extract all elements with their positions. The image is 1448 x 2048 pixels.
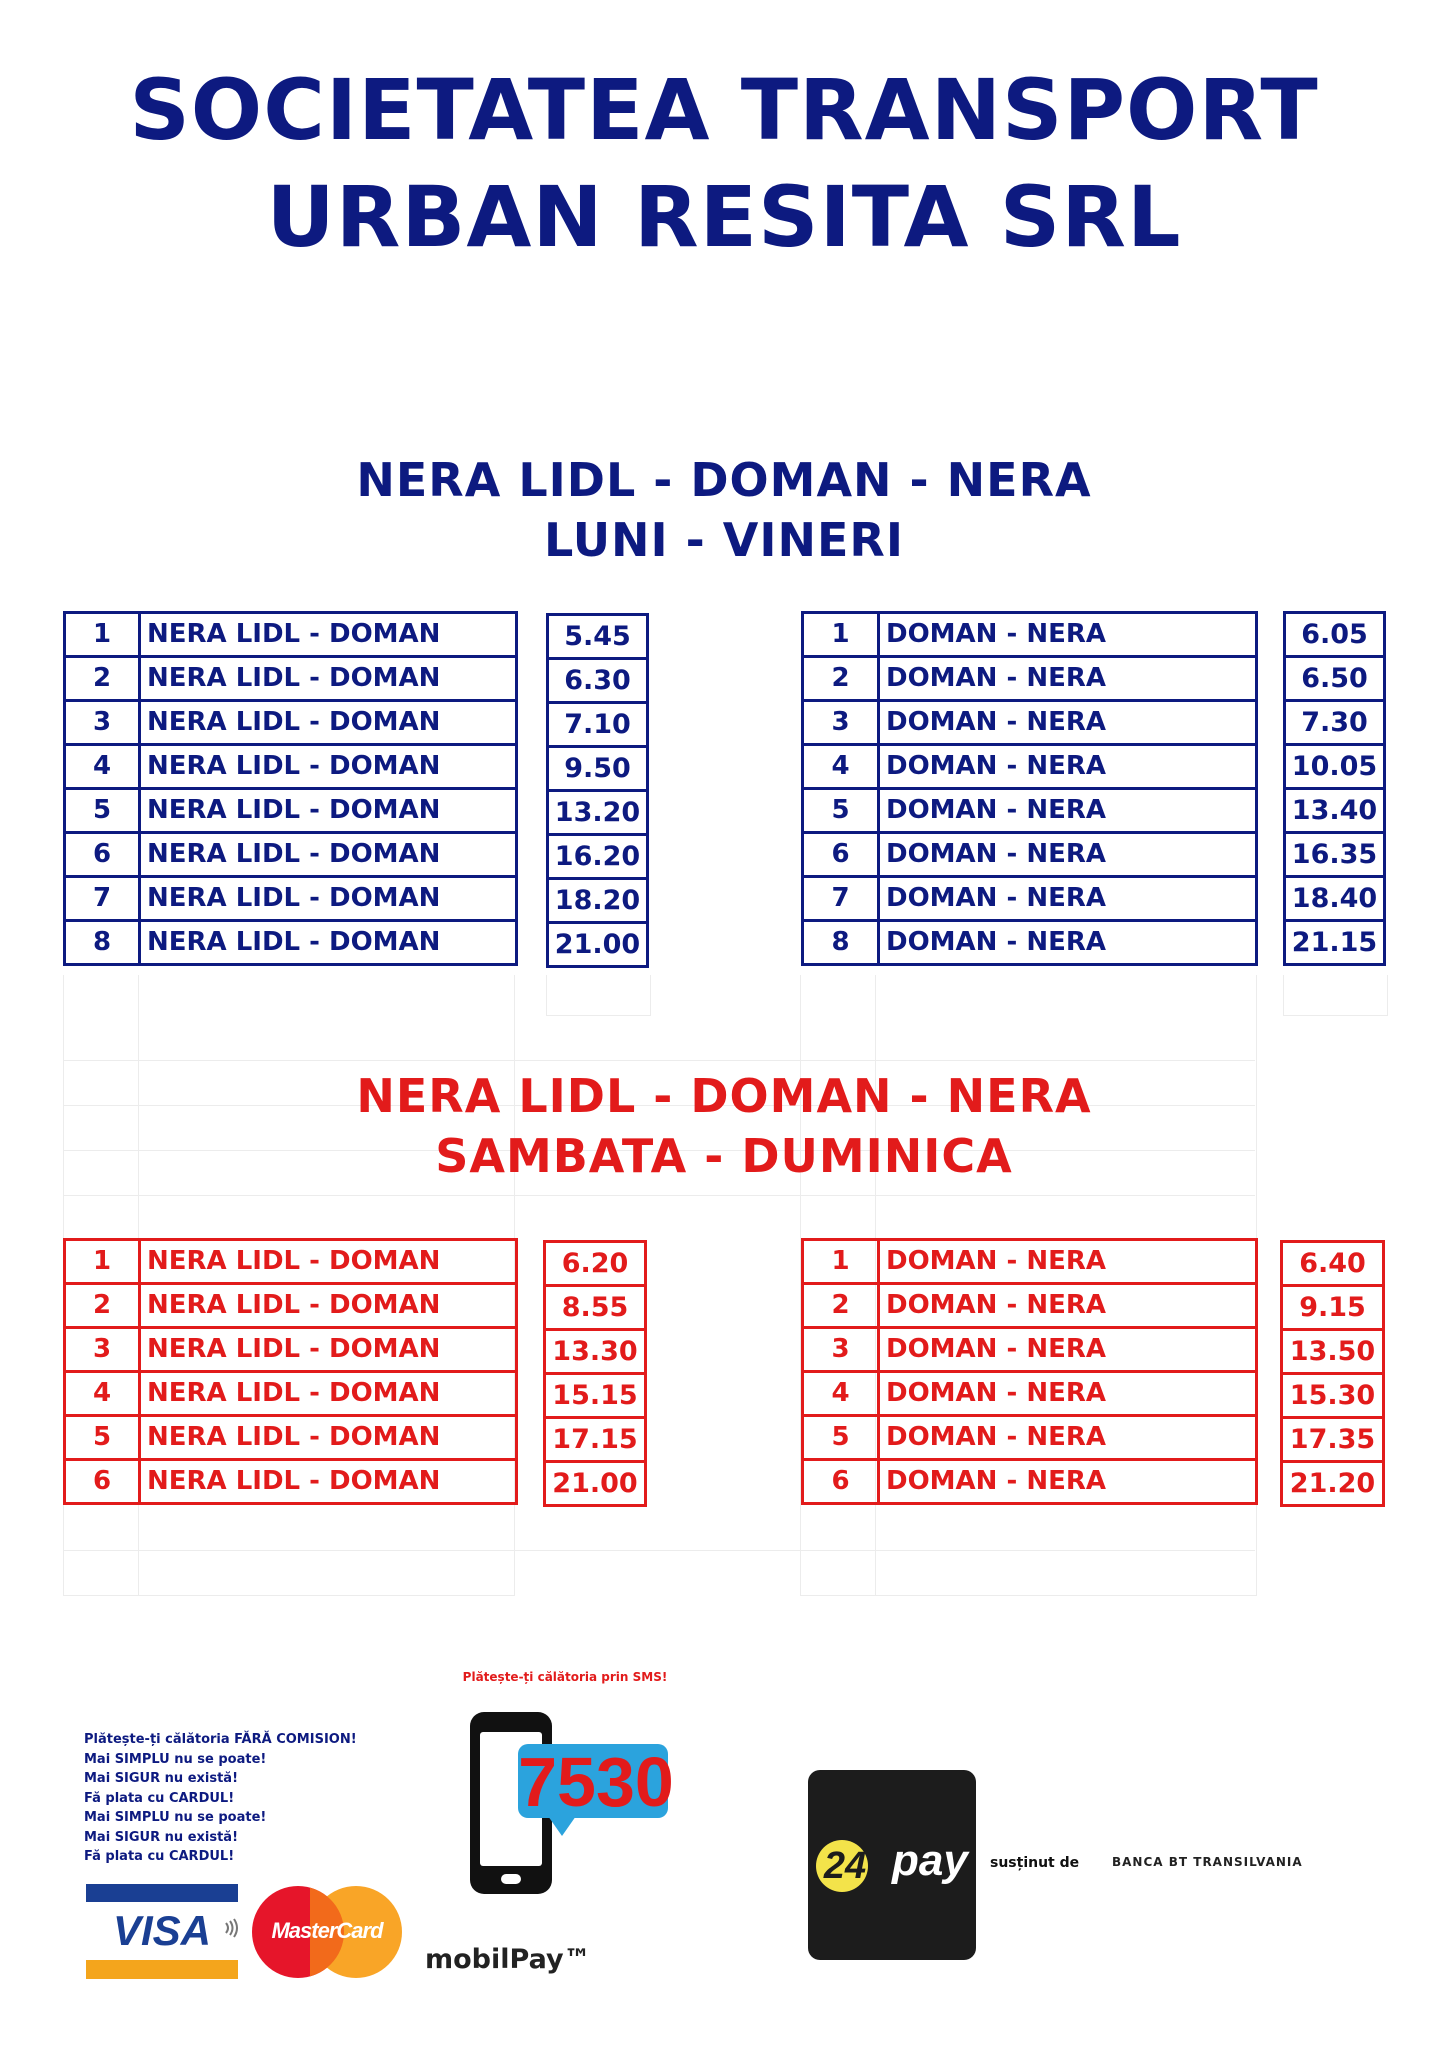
trip-number: 6	[803, 1460, 879, 1504]
promo-line: Mai SIGUR nu există!	[84, 1829, 239, 1845]
route-label: NERA LIDL - DOMAN	[140, 1284, 517, 1328]
visa-wordmark: VISA	[112, 1907, 212, 1954]
trip-number: 3	[803, 701, 879, 745]
departure-time: 18.40	[1285, 877, 1385, 921]
route-label: NERA LIDL - DOMAN	[140, 1240, 517, 1284]
promo-line: Mai SIGUR nu există!	[84, 1771, 239, 1786]
departure-time: 17.35	[1282, 1418, 1384, 1462]
supported-by-label: susținut de	[990, 1855, 1080, 1871]
24pay-number: 24	[823, 1845, 867, 1887]
route-label: DOMAN - NERA	[879, 1372, 1257, 1416]
route-label: DOMAN - NERA	[879, 1284, 1257, 1328]
24pay-logo	[808, 1770, 976, 1960]
table-row	[65, 1328, 517, 1372]
departure-time: 21.20	[1282, 1462, 1384, 1506]
route-label: NERA LIDL - DOMAN	[140, 1328, 517, 1372]
route-label: DOMAN - NERA	[879, 877, 1257, 921]
departure-time: 6.05	[1285, 613, 1385, 657]
departure-time: 15.15	[545, 1374, 646, 1418]
faint-grid-cell	[1283, 975, 1388, 1016]
route-label: NERA LIDL - DOMAN	[140, 1372, 517, 1416]
mastercard-wordmark: MasterCard	[271, 1918, 383, 1943]
weekend-days-title: SAMBATA - DUMINICA	[435, 1129, 1013, 1183]
trip-number: 2	[803, 1284, 879, 1328]
trip-number: 2	[65, 1284, 140, 1328]
faint-grid-line	[63, 1195, 1255, 1196]
trip-number: 5	[65, 789, 140, 833]
table-row	[803, 1372, 1257, 1416]
table-row	[65, 613, 517, 657]
route-label: DOMAN - NERA	[879, 613, 1257, 657]
weekday-days-title: LUNI - VINERI	[544, 513, 904, 567]
trip-number: 4	[803, 745, 879, 789]
route-label: NERA LIDL - DOMAN	[140, 921, 517, 965]
route-label: DOMAN - NERA	[879, 657, 1257, 701]
route-label: DOMAN - NERA	[879, 1240, 1257, 1284]
table-row	[803, 701, 1257, 745]
24pay-wordmark: pay	[892, 1836, 968, 1885]
trip-number: 5	[803, 1416, 879, 1460]
weekend-outbound-table	[63, 1238, 518, 1505]
departure-time: 16.35	[1285, 833, 1385, 877]
trip-number: 1	[65, 1240, 140, 1284]
promo-line: Fă plata cu CARDUL!	[84, 1790, 235, 1806]
mastercard-logo	[252, 1882, 402, 1982]
table-row	[803, 1328, 1257, 1372]
trip-number: 4	[65, 1372, 140, 1416]
departure-time: 15.30	[1282, 1374, 1384, 1418]
trip-number: 7	[803, 877, 879, 921]
trip-number: 8	[803, 921, 879, 965]
route-label: NERA LIDL - DOMAN	[140, 657, 517, 701]
route-label: DOMAN - NERA	[879, 1328, 1257, 1372]
trip-number: 1	[803, 613, 879, 657]
route-label: NERA LIDL - DOMAN	[140, 701, 517, 745]
table-row	[65, 657, 517, 701]
departure-time: 6.50	[1285, 657, 1385, 701]
departure-time: 13.50	[1282, 1330, 1384, 1374]
departure-time: 5.45	[548, 615, 648, 659]
weekday-outbound-table	[63, 611, 518, 966]
table-row	[65, 877, 517, 921]
promo-line: Fă plata cu CARDUL!	[84, 1849, 235, 1864]
trip-number: 5	[65, 1416, 140, 1460]
departure-time: 9.50	[548, 747, 648, 791]
table-row	[803, 833, 1257, 877]
card-payment-promo	[84, 1730, 357, 1867]
contactless-icon	[222, 1917, 242, 1939]
trip-number: 1	[803, 1240, 879, 1284]
weekday-route-title: NERA LIDL - DOMAN - NERA	[356, 453, 1092, 507]
table-row	[803, 745, 1257, 789]
sms-number: 7530	[518, 1743, 674, 1821]
table-row	[65, 701, 517, 745]
table-row	[65, 1372, 517, 1416]
table-row	[803, 789, 1257, 833]
route-label: DOMAN - NERA	[879, 701, 1257, 745]
promo-line: Plătește-ți călătoria FĂRĂ COMISION!	[84, 1732, 357, 1747]
trip-number: 8	[65, 921, 140, 965]
table-row	[803, 1460, 1257, 1504]
faint-grid-line	[63, 1550, 1255, 1551]
departure-time: 18.20	[548, 879, 648, 923]
company-name-line-1: SOCIETATEA TRANSPORT	[129, 61, 1319, 159]
table-row	[803, 1240, 1257, 1284]
route-label: NERA LIDL - DOMAN	[140, 745, 517, 789]
table-row	[803, 1284, 1257, 1328]
weekday-inbound-table	[801, 611, 1258, 966]
departure-time: 13.20	[548, 791, 648, 835]
table-row	[65, 921, 517, 965]
trip-number: 2	[65, 657, 140, 701]
departure-time: 6.30	[548, 659, 648, 703]
trip-number: 6	[803, 833, 879, 877]
faint-grid-cell	[546, 975, 651, 1016]
sms-caption: Plătește-ți călătoria prin SMS!	[462, 1670, 668, 1684]
trip-number: 1	[65, 613, 140, 657]
route-label: NERA LIDL - DOMAN	[140, 833, 517, 877]
company-name-line-2: URBAN RESITA SRL	[266, 168, 1182, 266]
route-label: DOMAN - NERA	[879, 1416, 1257, 1460]
departure-time: 21.00	[548, 923, 648, 967]
weekend-inbound-table	[801, 1238, 1258, 1505]
departure-time: 9.15	[1282, 1286, 1384, 1330]
table-row	[65, 1240, 517, 1284]
banca-transilvania-logo: BANCA BT TRANSILVANIA	[1112, 1855, 1303, 1869]
route-label: DOMAN - NERA	[879, 745, 1257, 789]
route-label: DOMAN - NERA	[879, 833, 1257, 877]
table-row	[65, 1416, 517, 1460]
route-label: NERA LIDL - DOMAN	[140, 877, 517, 921]
departure-time: 21.00	[545, 1462, 646, 1506]
departure-time: 7.30	[1285, 701, 1385, 745]
mobilpay-logo: mobilPay™	[425, 1944, 591, 1975]
weekday-inbound-times	[1283, 611, 1386, 966]
trip-number: 6	[65, 833, 140, 877]
table-row	[65, 1460, 517, 1504]
faint-grid-line	[63, 1060, 1255, 1061]
table-row	[803, 921, 1257, 965]
route-label: NERA LIDL - DOMAN	[140, 1416, 517, 1460]
departure-time: 7.10	[548, 703, 648, 747]
departure-time: 8.55	[545, 1286, 646, 1330]
weekday-outbound-times	[546, 613, 649, 968]
trip-number: 5	[803, 789, 879, 833]
trip-number: 3	[803, 1328, 879, 1372]
trip-number: 7	[65, 877, 140, 921]
table-row	[65, 745, 517, 789]
table-row	[803, 613, 1257, 657]
route-label: DOMAN - NERA	[879, 921, 1257, 965]
weekend-route-title: NERA LIDL - DOMAN - NERA	[356, 1069, 1092, 1123]
trip-number: 4	[65, 745, 140, 789]
table-row	[803, 657, 1257, 701]
route-label: NERA LIDL - DOMAN	[140, 789, 517, 833]
trip-number: 6	[65, 1460, 140, 1504]
trip-number: 4	[803, 1372, 879, 1416]
trip-number: 3	[65, 701, 140, 745]
departure-time: 13.30	[545, 1330, 646, 1374]
promo-line: Mai SIMPLU nu se poate!	[84, 1810, 267, 1825]
table-row	[65, 789, 517, 833]
departure-time: 21.15	[1285, 921, 1385, 965]
route-label: NERA LIDL - DOMAN	[140, 613, 517, 657]
table-row	[65, 833, 517, 877]
table-row	[65, 1284, 517, 1328]
table-row	[803, 877, 1257, 921]
departure-time: 17.15	[545, 1418, 646, 1462]
departure-time: 6.40	[1282, 1242, 1384, 1286]
table-row	[803, 1416, 1257, 1460]
trip-number: 3	[65, 1328, 140, 1372]
weekend-inbound-times	[1280, 1240, 1385, 1507]
route-label: DOMAN - NERA	[879, 789, 1257, 833]
departure-time: 10.05	[1285, 745, 1385, 789]
trip-number: 2	[803, 657, 879, 701]
route-label: DOMAN - NERA	[879, 1460, 1257, 1504]
departure-time: 13.40	[1285, 789, 1385, 833]
departure-time: 6.20	[545, 1242, 646, 1286]
departure-time: 16.20	[548, 835, 648, 879]
promo-line: Mai SIMPLU nu se poate!	[84, 1751, 267, 1767]
weekend-outbound-times	[543, 1240, 647, 1507]
route-label: NERA LIDL - DOMAN	[140, 1460, 517, 1504]
visa-logo	[86, 1884, 238, 1979]
